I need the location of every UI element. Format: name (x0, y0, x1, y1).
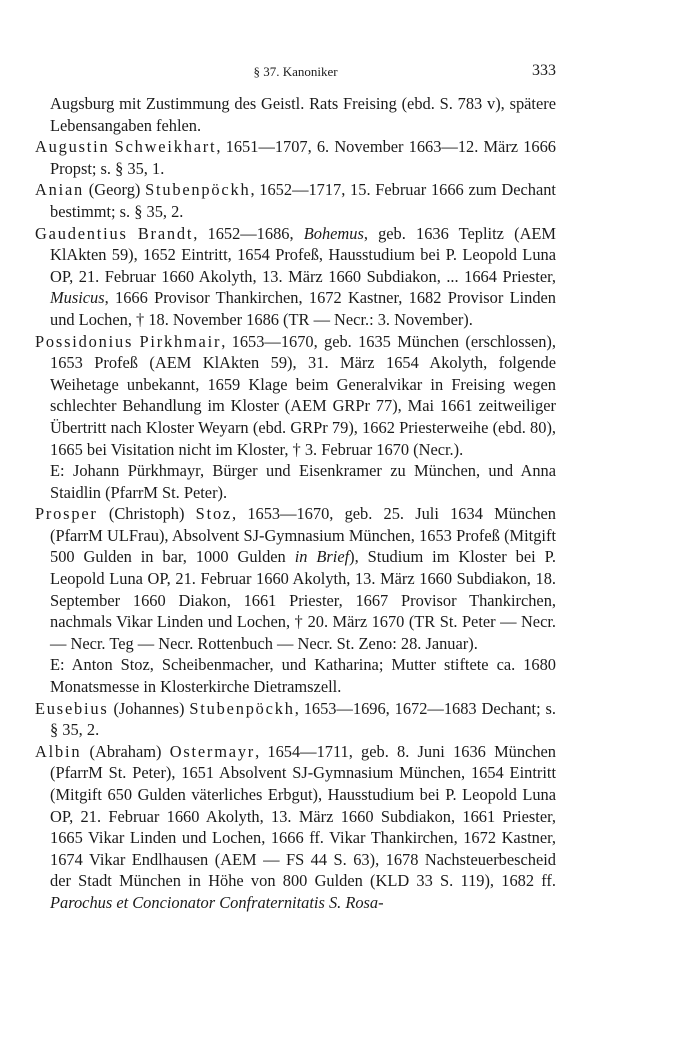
entry-surname: Ostermayr (169, 741, 256, 761)
entry-parents-note: E: Johann Pürkhmayr, Bürger und Eisenkramer zu München, und Anna Staidlin (PfarrM St. Peter). (50, 461, 556, 502)
entry-forename: Albin (35, 741, 82, 761)
entry-text: , 1653—1670, geb. 1635 München (erschlossen), 1653 Profeß (AEM KlAkten 59), 31. März 1654 Akolyth, folgende Weihetage unbekannt, 1659 Klage beim Generalvikar in Freising wegen schlechter Behandlung im Kloster (AEM GRPr 77), Mai 1661 zeitweiliger Übertritt nach Kloster Weyarn (ebd. GRPr 79), 1662 Priesterweihe (ebd. 80), 1665 bei Visitation nicht im Kloster, † 3. Februar 1670 (Necr.). (50, 331, 556, 459)
entry-italic-term: Musicus (50, 288, 105, 308)
entry-text: , 1652—1686, (193, 223, 304, 243)
entry-text: , 1654—1711, geb. 8. Juni 1636 München (PfarrM St. Peter), 1651 Absolvent SJ-Gymnasium München, 1654 Eintritt (Mitgift 650 Gulden väterliches Erbgut), Hausstudium bei P. Leopold Luna OP, 21. Februar 1660 Akolyth, 13. März 1660 Subdiakon, 1661 Priester, 1665 Vikar Linden und Lochen, 1666 ff. Vikar Thankirchen, 1672 Kastner, 1674 Vikar Endlhausen (AEM — FS 44 S. 63), 1678 Nachsteuerbescheid der Stadt München in Höhe von 800 Gulden (KLD 33 S. 119), 1682 ff. (50, 741, 556, 891)
entry-baptismal-name: (Christoph) (97, 504, 196, 524)
entry-ostermayr (35, 741, 556, 914)
entry-italic-term: Bohemus (303, 223, 364, 243)
page-body (35, 93, 556, 914)
entry-surname: Schweikhart (114, 137, 217, 157)
entry-forename: Prosper (35, 504, 98, 524)
entry-text: , 1653—1670, geb. 25. Juli 1634 München (PfarrM ULFrau), Absolvent SJ-Gymnasium München, 1653 Profeß (Mitgift 500 Gulden in bar, 1000 Gulden (50, 504, 556, 567)
entry-pirkhmair (35, 331, 556, 461)
entry-forename: Possidonius (35, 331, 134, 351)
entry-surname: Brandt (137, 223, 194, 243)
entry-schweikhart (35, 136, 556, 179)
entry-surname: Pirkhmair (139, 331, 222, 351)
section-title: § 37. Kanoniker (253, 64, 338, 79)
entry-italic-term: Parochus et Concionator Confraternitatis S. Rosa- (50, 892, 384, 912)
entry-stoz (35, 503, 556, 654)
book-page (35, 62, 556, 914)
entry-forename: Anian (35, 180, 85, 200)
entry-text: , 1653—1696, 1672—1683 Dechant; s. § 35, 2. (50, 698, 556, 740)
entry-baptismal-name: (Georg) (84, 180, 146, 200)
entry-surname: Stoz (195, 504, 233, 524)
entry-baptismal-name: (Abraham) (81, 741, 170, 761)
continuation-paragraph: Augsburg mit Zustimmung des Geistl. Rats Freising (ebd. S. 783 v), spätere Lebensangaben fehlen. (50, 94, 556, 135)
entry-baptismal-name: (Johannes) (108, 698, 190, 718)
entry-forename: Augustin (35, 137, 110, 157)
entry-text: , 1651—1707, 6. November 1663—12. März 1666 Propst; s. § 35, 1. (50, 137, 556, 178)
entry-brandt (35, 223, 556, 331)
entry-forename: Gaudentius (35, 223, 128, 243)
entry-italic-term: in Brief (294, 547, 350, 567)
entry-text: , geb. 1636 Teplitz (AEM KlAkten 59), 1652 Eintritt, 1654 Profeß, Hausstudium bei P. Leopold Luna OP, 21. Februar 1660 Akolyth, 13. März 1660 Subdiakon, ... 1664 Priester, (50, 223, 556, 286)
entry-parents-note: E: Anton Stoz, Scheibenmacher, und Katharina; Mutter stiftete ca. 1680 Monatsmesse in Klosterkirche Dietramszell. (50, 655, 556, 697)
entry-surname: Stubenpöckh (145, 180, 251, 200)
entry-text: , 1666 Provisor Thankirchen, 1672 Kastner, 1682 Provisor Linden und Lochen, † 18. November 1686 (TR — Necr.: 3. November). (50, 288, 556, 329)
entry-surname: Stubenpöckh (189, 698, 295, 718)
running-header (35, 62, 556, 84)
entry-forename: Eusebius (35, 698, 109, 718)
page-number: 333 (532, 62, 556, 79)
entry-text: , 1652—1717, 15. Februar 1666 zum Dechant bestimmt; s. § 35, 2. (50, 180, 556, 221)
entry-anian-stubenpoeckh (35, 179, 556, 222)
entry-eusebius-stubenpoeckh (35, 698, 556, 741)
entry-text: ), Studium im Kloster bei P. Leopold Luna OP, 21. Februar 1660 Akolyth, 13. März 1660 Subdiakon, 18. September 1660 Diakon, 1661 Priester, 1667 Provisor Thankirchen, nachmals Vikar Linden und Lochen, † 20. März 1670 (TR St. Peter — Necr. — Necr. Teg — Necr. Rottenbuch — Necr. St. Zeno: 28. Januar). (50, 547, 557, 653)
